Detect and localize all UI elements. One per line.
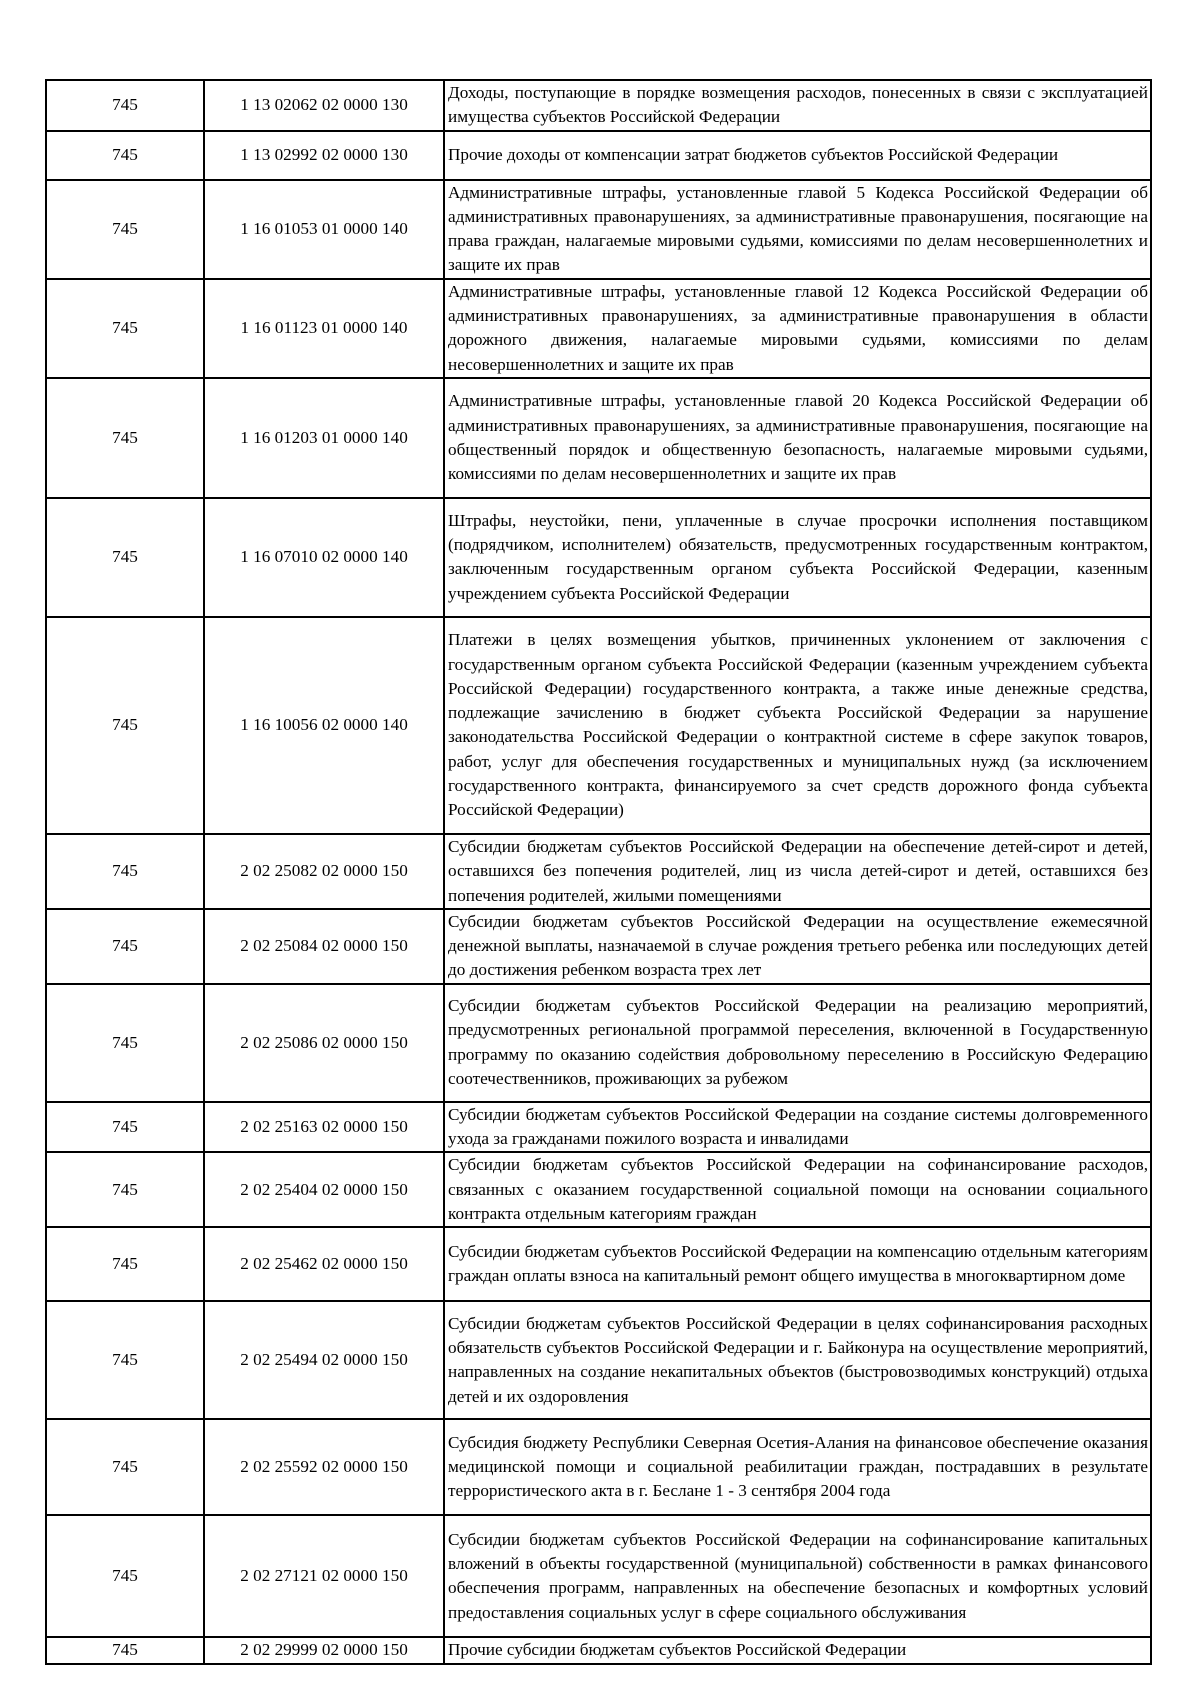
- budget-code-cell: 1 16 01053 01 0000 140: [204, 180, 444, 279]
- table-row: [46, 131, 1151, 180]
- revenue-name-cell: Административные штрафы, установленные главой 5 Кодекса Российской Федерации об административных правонарушениях, за административные правонарушения, посягающие на права граждан, налагаемые мировыми судьями, комиссиями по делам несовершеннолетних и защите их прав: [444, 180, 1151, 279]
- revenue-name-cell: Административные штрафы, установленные главой 20 Кодекса Российской Федерации об административных правонарушениях, за административные правонарушения, посягающие на общественный порядок и общественную безопасность, налагаемые мировыми судьями, комиссиями по делам несовершеннолетних и защите их прав: [444, 378, 1151, 498]
- revenue-name-cell: Субсидии бюджетам субъектов Российской Федерации в целях софинансирования расходных обязательств субъектов Российской Федерации и г. Байконура на осуществление мероприятий, направленных на создание некапитальных объектов (быстровозводимых конструкций) отдыха детей и их оздоровления: [444, 1301, 1151, 1419]
- admin-code-cell: 745: [46, 1102, 204, 1153]
- table-row: [46, 617, 1151, 834]
- budget-code-cell: 1 16 07010 02 0000 140: [204, 498, 444, 617]
- budget-code-cell: 2 02 25592 02 0000 150: [204, 1419, 444, 1515]
- admin-code-cell: 745: [46, 834, 204, 909]
- table-row: [46, 498, 1151, 617]
- revenue-name-cell: Субсидии бюджетам субъектов Российской Федерации на компенсацию отдельным категориям граждан оплаты взноса на капитальный ремонт общего имущества в многоквартирном доме: [444, 1227, 1151, 1301]
- revenue-name-cell: Субсидия бюджету Республики Северная Осетия-Алания на финансовое обеспечение оказания медицинской помощи и социальной реабилитации граждан, пострадавших в результате террористического акта в г. Беслане 1 - 3 сентября 2004 года: [444, 1419, 1151, 1515]
- budget-code-cell: 1 16 01123 01 0000 140: [204, 279, 444, 378]
- budget-code-cell: 2 02 25086 02 0000 150: [204, 984, 444, 1102]
- budget-code-cell: 1 13 02992 02 0000 130: [204, 131, 444, 180]
- revenue-name-cell: Административные штрафы, установленные главой 12 Кодекса Российской Федерации об административных правонарушениях, за административные правонарушения в области дорожного движения, налагаемые мировыми судьями, комиссиями по делам несовершеннолетних и защите их прав: [444, 279, 1151, 378]
- revenue-name-cell: Субсидии бюджетам субъектов Российской Федерации на обеспечение детей-сирот и детей, оставшихся без попечения родителей, лиц из числа детей-сирот и детей, оставшихся без попечения родителей, жилыми помещениями: [444, 834, 1151, 909]
- admin-code-cell: 745: [46, 1301, 204, 1419]
- revenue-name-cell: Платежи в целях возмещения убытков, причиненных уклонением от заключения с государственным органом субъекта Российской Федерации (казенным учреждением субъекта Российской Федерации) государственного контракта, а также иные денежные средства, подлежащие зачислению в бюджет субъекта Российской Федерации за нарушение законодательства Российской Федерации о контрактной системе в сфере закупок товаров, работ, услуг для обеспечения государственных и муниципальных нужд (за исключением государственного контракта, финансируемого за счет средств дорожного фонда субъекта Российской Федерации): [444, 617, 1151, 834]
- budget-code-cell: 2 02 27121 02 0000 150: [204, 1515, 444, 1637]
- revenue-name-cell: Штрафы, неустойки, пени, уплаченные в случае просрочки исполнения поставщиком (подрядчиком, исполнителем) обязательств, предусмотренных государственным контрактом, заключенным государственным органом субъекта Российской Федерации, казенным учреждением субъекта Российской Федерации: [444, 498, 1151, 617]
- budget-code-cell: 2 02 25163 02 0000 150: [204, 1102, 444, 1153]
- admin-code-cell: 745: [46, 1637, 204, 1663]
- table-row: [46, 1301, 1151, 1419]
- revenue-name-cell: Прочие субсидии бюджетам субъектов Российской Федерации: [444, 1637, 1151, 1663]
- admin-code-cell: 745: [46, 1419, 204, 1515]
- table-row: [46, 80, 1151, 131]
- revenue-name-cell: Субсидии бюджетам субъектов Российской Федерации на реализацию мероприятий, предусмотренных региональной программой переселения, включенной в Государственную программу по оказанию содействия добровольному переселению в Российскую Федерацию соотечественников, проживающих за рубежом: [444, 984, 1151, 1102]
- admin-code-cell: 745: [46, 617, 204, 834]
- admin-code-cell: 745: [46, 279, 204, 378]
- table-row: [46, 909, 1151, 984]
- budget-code-cell: 1 16 10056 02 0000 140: [204, 617, 444, 834]
- table-row: [46, 984, 1151, 1102]
- budget-code-cell: 1 16 01203 01 0000 140: [204, 378, 444, 498]
- table-row: [46, 1419, 1151, 1515]
- admin-code-cell: 745: [46, 1515, 204, 1637]
- admin-code-cell: 745: [46, 1227, 204, 1301]
- revenue-codes-table: [45, 79, 1152, 1665]
- admin-code-cell: 745: [46, 498, 204, 617]
- admin-code-cell: 745: [46, 909, 204, 984]
- budget-code-cell: 2 02 25084 02 0000 150: [204, 909, 444, 984]
- revenue-name-cell: Субсидии бюджетам субъектов Российской Федерации на софинансирование капитальных вложений в объекты государственной (муниципальной) собственности в рамках финансового обеспечения программ, направленных на обеспечение безопасных и комфортных условий предоставления социальных услуг в сфере социального обслуживания: [444, 1515, 1151, 1637]
- budget-code-cell: 2 02 25404 02 0000 150: [204, 1152, 444, 1227]
- admin-code-cell: 745: [46, 984, 204, 1102]
- budget-code-cell: 1 13 02062 02 0000 130: [204, 80, 444, 131]
- table-row: [46, 1515, 1151, 1637]
- revenue-name-cell: Доходы, поступающие в порядке возмещения расходов, понесенных в связи с эксплуатацией имущества субъектов Российской Федерации: [444, 80, 1151, 131]
- table-row: [46, 1227, 1151, 1301]
- table-row: [46, 279, 1151, 378]
- admin-code-cell: 745: [46, 180, 204, 279]
- revenue-name-cell: Субсидии бюджетам субъектов Российской Федерации на создание системы долговременного ухода за гражданами пожилого возраста и инвалидами: [444, 1102, 1151, 1153]
- revenue-name-cell: Субсидии бюджетам субъектов Российской Федерации на софинансирование расходов, связанных с оказанием государственной социальной помощи на основании социального контракта отдельным категориям граждан: [444, 1152, 1151, 1227]
- table-row: [46, 1152, 1151, 1227]
- admin-code-cell: 745: [46, 1152, 204, 1227]
- table-row: [46, 1102, 1151, 1153]
- table-row: [46, 180, 1151, 279]
- admin-code-cell: 745: [46, 378, 204, 498]
- table-row: [46, 1637, 1151, 1663]
- budget-code-cell: 2 02 25082 02 0000 150: [204, 834, 444, 909]
- budget-code-cell: 2 02 25494 02 0000 150: [204, 1301, 444, 1419]
- table-row: [46, 834, 1151, 909]
- admin-code-cell: 745: [46, 80, 204, 131]
- revenue-name-cell: Субсидии бюджетам субъектов Российской Федерации на осуществление ежемесячной денежной выплаты, назначаемой в случае рождения третьего ребенка или последующих детей до достижения ребенком возраста трех лет: [444, 909, 1151, 984]
- table-body: [46, 80, 1151, 1664]
- admin-code-cell: 745: [46, 131, 204, 180]
- budget-code-cell: 2 02 29999 02 0000 150: [204, 1637, 444, 1663]
- table-row: [46, 378, 1151, 498]
- revenue-name-cell: Прочие доходы от компенсации затрат бюджетов субъектов Российской Федерации: [444, 131, 1151, 180]
- budget-code-cell: 2 02 25462 02 0000 150: [204, 1227, 444, 1301]
